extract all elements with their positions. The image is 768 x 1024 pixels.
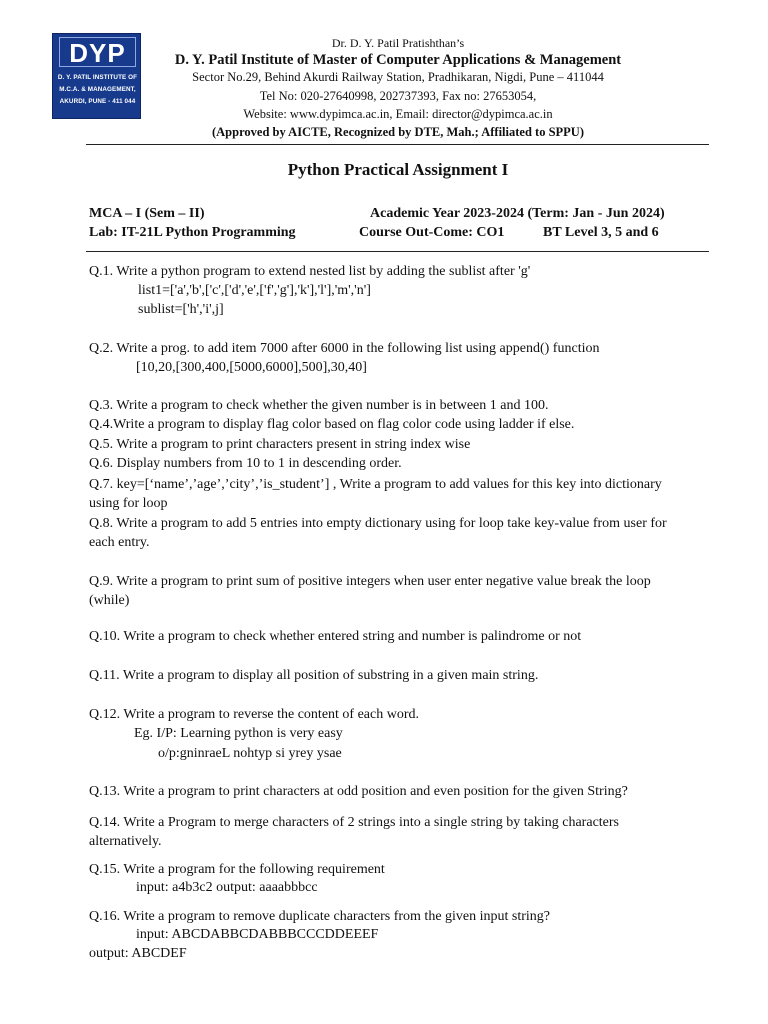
question-14: Q.14. Write a Program to merge characters of 2 strings into a single string by taking characters alternatively.	[89, 815, 619, 849]
logo-mark: DYP	[69, 38, 126, 68]
institute-name: D. Y. Patil Institute of Master of Computer Applications & Management	[174, 52, 622, 68]
question-9: Q.9. Write a program to print sum of positive integers when user enter negative value break the loop (while)	[89, 574, 651, 608]
logo-line-2: M.C.A. & MANAGEMENT,	[59, 86, 136, 93]
question-16-input: input: ABCDABBCDABBBCCCDDEEEF	[136, 927, 379, 942]
question-5: Q.5. Write a program to print characters present in string index wise	[89, 437, 471, 452]
question-2: Q.2. Write a prog. to add item 7000 after 6000 in the following list using append() function	[89, 341, 600, 356]
institute-logo	[52, 33, 141, 119]
question-8: Q.8. Write a program to add 5 entries into empty dictionary using for loop take key-value from user for each entry.	[89, 516, 667, 550]
logo-line-3: AKURDI, PUNE - 411 044	[59, 98, 136, 105]
question-6: Q.6. Display numbers from 10 to 1 in descending order.	[89, 456, 402, 471]
question-12-example-input: Eg. I/P: Learning python is very easy	[134, 726, 343, 741]
question-12: Q.12. Write a program to reverse the content of each word.	[89, 707, 419, 722]
info-divider	[86, 251, 709, 252]
question-11: Q.11. Write a program to display all position of substring in a given main string.	[89, 668, 539, 683]
institute-address: Sector No.29, Behind Akurdi Railway Station, Pradhikaran, Nigdi, Pune – 411044	[192, 70, 604, 84]
academic-year: Academic Year 2023-2024 (Term: Jan - Jun 2024)	[370, 206, 665, 221]
question-1-sublist: sublist=['h','i',j]	[138, 302, 224, 317]
question-7: Q.7. key=[‘name’,’age’,’city’,’is_student’] , Write a program to add values for this key into dictionary using for loop	[89, 477, 662, 511]
course-sem: MCA – I (Sem – II)	[89, 206, 205, 221]
question-2-list: [10,20,[300,400,[5000,6000],500],30,40]	[136, 360, 367, 375]
institute-phone: Tel No: 020-27640998, 202737393, Fax no: 27653054,	[259, 89, 537, 103]
question-12-example-output: o/p:gninraeL nohtyp si yrey ysae	[158, 746, 342, 761]
question-1: Q.1. Write a python program to extend nested list by adding the sublist after 'g'	[89, 264, 531, 279]
header-divider	[86, 144, 709, 145]
course-outcome: Course Out-Come: CO1	[359, 225, 505, 240]
question-15: Q.15. Write a program for the following requirement	[89, 862, 385, 877]
question-3: Q.3. Write a program to check whether the given number is in between 1 and 100.	[89, 398, 549, 413]
question-1-list: list1=['a','b',['c',['d','e',['f','g'],'k'],'l'],'m','n']	[138, 283, 371, 298]
question-16: Q.16. Write a program to remove duplicate characters from the given input string?	[89, 909, 551, 924]
page-title: Python Practical Assignment I	[287, 160, 509, 179]
question-16-output: output: ABCDEF	[89, 946, 187, 961]
lab-name: Lab: IT-21L Python Programming	[89, 225, 296, 240]
question-15-example: input: a4b3c2 output: aaaabbbcc	[136, 880, 318, 895]
approval-line: (Approved by AICTE, Recognized by DTE, Mah.; Affiliated to SPPU)	[211, 125, 584, 139]
trust-name: Dr. D. Y. Patil Pratishthan’s	[331, 36, 465, 50]
institute-web-email: Website: www.dypimca.ac.in, Email: director@dypimca.ac.in	[243, 107, 553, 121]
question-10: Q.10. Write a program to check whether entered string and number is palindrome or not	[89, 629, 582, 644]
logo-line-1: D. Y. PATIL INSTITUTE OF	[57, 74, 138, 81]
question-13: Q.13. Write a program to print characters at odd position and even position for the given String?	[89, 784, 628, 799]
question-4: Q.4.Write a program to display flag color based on flag color code using ladder if else.	[89, 417, 575, 432]
bt-level: BT Level 3, 5 and 6	[543, 225, 659, 240]
